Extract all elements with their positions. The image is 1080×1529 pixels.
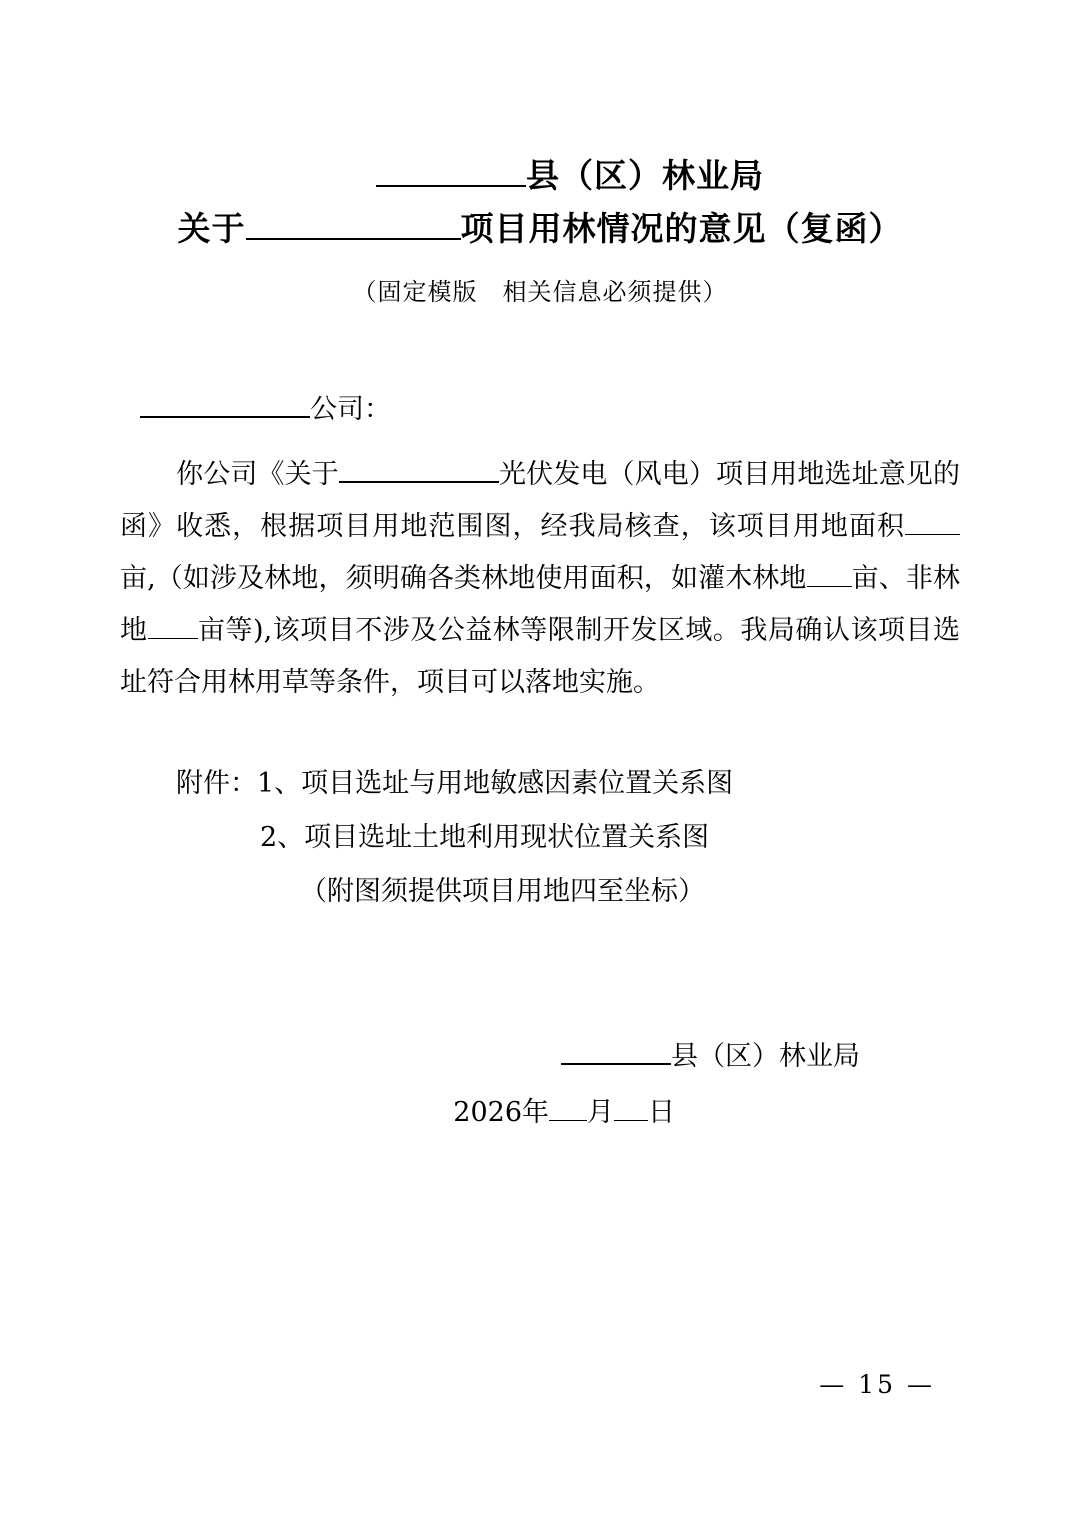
body-seg-7: 亩、非林地 (120, 563, 961, 646)
signature-day-blank (614, 1120, 648, 1121)
body-seg-1: 你公司《关于 (176, 459, 339, 490)
recipient-line (120, 387, 960, 433)
document-subtitle: （固定模版 相关信息必须提供） (352, 278, 728, 306)
attachment-item-2: 2、项目选址土地利用现状位置关系图 (260, 822, 710, 853)
attachment-item-1: 1、项目选址与用地敏感因素位置关系图 (257, 768, 734, 799)
title-line-2-suffix: 项目用林情况的意见（复函） (460, 209, 903, 248)
signature-org (120, 1029, 860, 1085)
recipient-blank (140, 416, 310, 418)
body-paragraph (120, 449, 960, 709)
body-seg-8: 亩等),该项目不涉及公益林等限制开发区域。 (197, 615, 741, 646)
attachment-label: 附件： (176, 768, 257, 799)
title-line-1-text: 县（区）林业局 (526, 156, 764, 195)
signature-day-unit: 日 (648, 1097, 675, 1128)
document-title-block (120, 150, 960, 256)
attachment-note: （附图须提供项目用地四至坐标） (300, 876, 705, 907)
signature-year-unit: 年 (522, 1097, 549, 1128)
title-project-blank (246, 238, 461, 240)
signature-month-blank (549, 1120, 587, 1121)
body-seg-3: 见的函》收悉，根据项目用地范围图，经我局核查，该项目用地 (120, 459, 960, 542)
title-line-2-prefix: 关于 (177, 209, 246, 248)
body-project-blank (339, 481, 499, 483)
body-seg-5: 亩,（如涉及林地，须明确各类林地使用面积，如灌木林 (120, 563, 780, 594)
body-shrubland-blank (807, 586, 852, 587)
signature-year: 2026 (453, 1097, 522, 1128)
title-line-2 (120, 202, 960, 256)
body-seg-2: 光伏发电（风电）项目用地选址意 (498, 459, 906, 490)
signature-date (120, 1085, 860, 1141)
body-area-blank (905, 534, 960, 535)
page-number: — 15 — (819, 1370, 935, 1399)
body-seg-4: 面积 (848, 511, 906, 542)
recipient-suffix: 公司： (310, 394, 391, 425)
attachment-block (120, 757, 960, 919)
body-nonforest-blank (148, 638, 198, 639)
signature-org-suffix: 县（区）林业局 (671, 1041, 860, 1072)
title-line-1 (120, 150, 960, 202)
body-seg-9: 我局确认该项目选址符合用林用草等条件，项目可以落地实施。 (120, 615, 960, 698)
title-org-blank (376, 185, 526, 187)
body-seg-6: 地 (779, 563, 807, 594)
signature-org-blank (561, 1063, 671, 1065)
signature-month-unit: 月 (587, 1097, 614, 1128)
attachment-line-1 (120, 757, 960, 811)
attachment-line-2 (120, 811, 960, 865)
signature-block (120, 1029, 960, 1141)
